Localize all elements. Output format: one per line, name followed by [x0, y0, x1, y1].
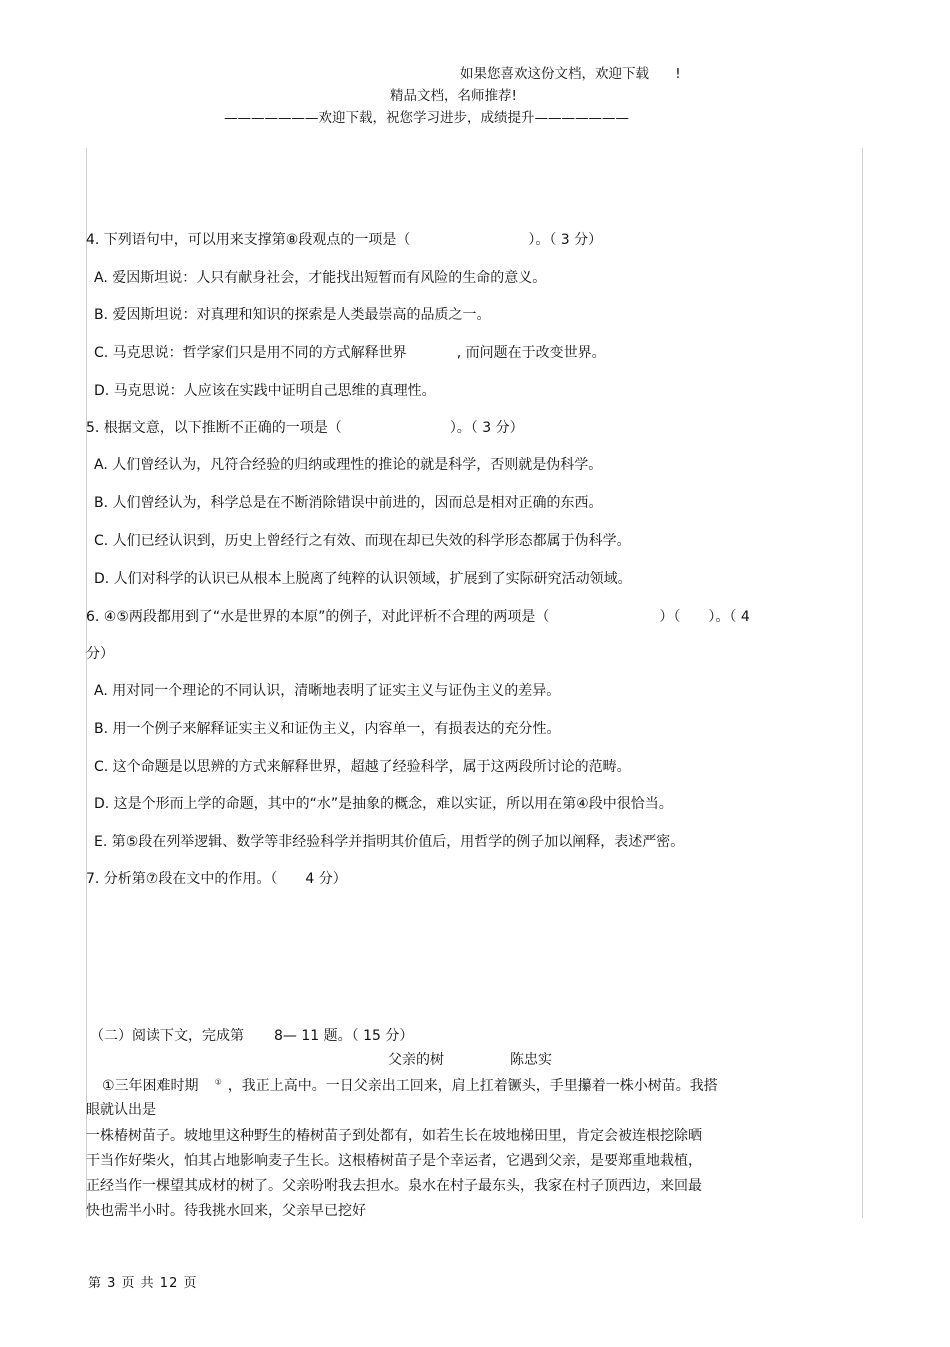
article-line-2: 一株椿树苗子。坡地里这种野生的椿树苗子到处都有，如若生长在坡地梯田里，肯定会被连根挖除晒 [86, 1128, 702, 1144]
section-2-intro-a: （二）阅读下文，完成第 [90, 1028, 244, 1044]
section-2-intro [90, 1025, 413, 1045]
q7-score: 4 分） [305, 871, 347, 887]
left-margin-rule [86, 148, 87, 1218]
q6-option-e: E. 第⑤段在列举逻辑、数学等非经验科学并指明其价值后，用哲学的例子加以阐释，表述严密。 [94, 834, 685, 850]
q6-score: ）。（ 4 [708, 609, 750, 625]
header-exclaim: ! [675, 66, 681, 82]
q4-stem-text: 4. 下列语句中，可以用来支撑第⑧段观点的一项是（ [86, 232, 411, 248]
p1-text-b: ，我正上高中。一日父亲出工回来，肩上扛着镢头，手里攥着一株小树苗。我搭 [227, 1078, 718, 1094]
header-download-text: 如果您喜欢这份文档，欢迎下载 [460, 66, 649, 82]
article-title: 父亲的树 [388, 1052, 444, 1068]
question-5-stem [86, 417, 524, 437]
right-margin-rule [862, 148, 863, 1218]
q6-option-b: B. 用一个例子来解释证实主义和证伪主义，内容单一，有损表达的充分性。 [94, 721, 561, 737]
q6-option-a: A. 用对同一个理论的不同认识，清晰地表明了证实主义与证伪主义的差异。 [94, 683, 561, 699]
q7-stem-text: 7. 分析第⑦段在文中的作用。（ [86, 871, 278, 887]
page-number-footer: 第 3 页 共 12 页 [88, 1276, 198, 1291]
article-line-3: 干当作好柴火，怕其占地影响麦子生长。这根椿树苗子是个幸运者，它遇到父亲，是要郑重地栽植， [86, 1153, 702, 1169]
header-line-2: 精品文档，名师推荐! [390, 88, 517, 104]
q4-option-c-text: C. 马克思说：哲学家们只是用不同的方式解释世界 [94, 345, 407, 361]
q4-option-c [94, 342, 606, 362]
p1-text-a: ①三年困难时期 [102, 1078, 199, 1094]
q5-option-b: B. 人们曾经认为，科学总是在不断消除错误中前进的，因而总是相对正确的东西。 [94, 495, 603, 511]
article-line-4: 正经当作一棵望其成材的树了。父亲吩咐我去担水。泉水在村子最东头，我家在村子顶西边，来回最 [86, 1178, 702, 1194]
article-paragraph-1-start [102, 1075, 718, 1095]
q5-option-d: D. 人们对科学的认识已从根本上脱离了纯粹的认识领域，扩展到了实际研究活动领域。 [94, 571, 632, 587]
q6-mid: ）（ [659, 609, 681, 625]
article-line-5: 快也需半小时。待我挑水回来，父亲早已挖好 [86, 1203, 366, 1219]
q5-score: ）。（ 3 分） [449, 420, 524, 436]
q5-stem-text: 5. 根据文意，以下推断不正确的一项是（ [86, 420, 342, 436]
article-author: 陈忠实 [510, 1052, 552, 1068]
footnote-marker: ① [214, 1077, 222, 1087]
question-7-stem [86, 868, 347, 888]
q6-option-c: C. 这个命题是以思辨的方式来解释世界，超越了经验科学，属于这两段所讨论的范畴。 [94, 759, 631, 775]
header-line-1 [460, 62, 681, 82]
q5-option-a: A. 人们曾经认为，凡符合经验的归纳或理性的推论的就是科学，否则就是伪科学。 [94, 457, 603, 473]
q6-option-d: D. 这是个形而上学的命题，其中的“水”是抽象的概念，难以实证，所以用在第④段中很恰当。 [94, 796, 673, 812]
question-6-stem [86, 606, 750, 626]
article-line-1: 眼就认出是 [86, 1102, 156, 1118]
section-2-intro-b: 8— 11 题。（ 15 分） [274, 1028, 414, 1044]
q4-option-a: A. 爱因斯坦说：人只有献身社会，才能找出短暂而有风险的生命的意义。 [94, 270, 547, 286]
q4-option-c-tail: , 而问题在于改变世界。 [456, 345, 606, 361]
q4-option-b: B. 爱因斯坦说：对真理和知识的探索是人类最崇高的品质之一。 [94, 307, 491, 323]
q6-score-continued: 分） [86, 646, 114, 662]
q4-score: ）。（ 3 分） [528, 232, 603, 248]
header-line-3: ———————欢迎下载，祝您学习进步，成绩提升——————— [224, 110, 629, 126]
q5-option-c: C. 人们已经认识到，历史上曾经行之有效、而现在却已失效的科学形态都属于伪科学。 [94, 533, 631, 549]
q6-stem-text: 6. ④⑤两段都用到了“水是世界的本原”的例子，对此评析不合理的两项是（ [86, 609, 550, 625]
q4-option-d: D. 马克思说：人应该在实践中证明自己思维的真理性。 [94, 383, 436, 399]
question-4-stem [86, 229, 602, 249]
